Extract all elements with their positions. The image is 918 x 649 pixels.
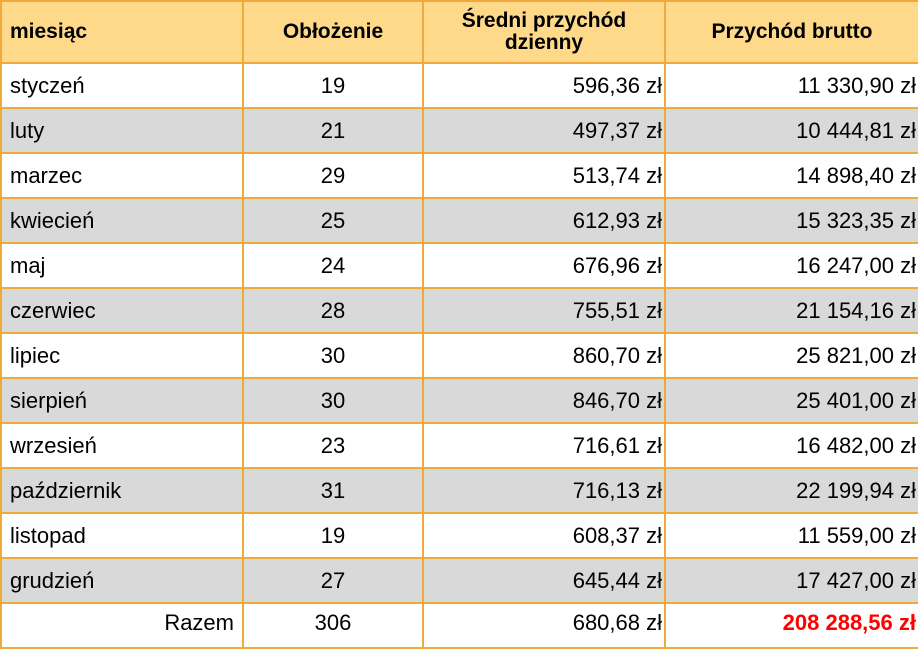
gross-revenue-cell: 14 898,40 zł [665,153,918,198]
avg-revenue-cell: 716,13 zł [423,468,665,513]
avg-revenue-cell: 645,44 zł [423,558,665,603]
header-occupancy: Obłożenie [243,1,423,63]
header-row [1,1,918,63]
gross-revenue-cell: 11 559,00 zł [665,513,918,558]
occupancy-cell: 29 [243,153,423,198]
occupancy-cell: 23 [243,423,423,468]
month-cell: kwiecień [1,198,243,243]
avg-revenue-cell: 596,36 zł [423,63,665,108]
gross-revenue-cell: 17 427,00 zł [665,558,918,603]
gross-revenue-cell: 16 247,00 zł [665,243,918,288]
total-row [1,603,918,648]
occupancy-cell: 30 [243,378,423,423]
header-month: miesiąc [1,1,243,63]
month-cell: październik [1,468,243,513]
occupancy-cell: 19 [243,513,423,558]
total-occupancy: 306 [243,603,423,648]
table-row [1,63,918,108]
avg-revenue-cell: 860,70 zł [423,333,665,378]
month-cell: grudzień [1,558,243,603]
occupancy-cell: 25 [243,198,423,243]
table-row [1,333,918,378]
month-cell: maj [1,243,243,288]
header-gross-revenue: Przychód brutto [665,1,918,63]
gross-revenue-cell: 25 821,00 zł [665,333,918,378]
occupancy-cell: 28 [243,288,423,333]
table-row [1,243,918,288]
gross-revenue-cell: 15 323,35 zł [665,198,918,243]
gross-revenue-cell: 22 199,94 zł [665,468,918,513]
occupancy-cell: 27 [243,558,423,603]
total-avg-revenue: 680,68 zł [423,603,665,648]
avg-revenue-cell: 716,61 zł [423,423,665,468]
occupancy-cell: 21 [243,108,423,153]
avg-revenue-cell: 846,70 zł [423,378,665,423]
table-body [1,63,918,648]
avg-revenue-cell: 497,37 zł [423,108,665,153]
gross-revenue-cell: 25 401,00 zł [665,378,918,423]
occupancy-cell: 24 [243,243,423,288]
month-cell: lipiec [1,333,243,378]
table-row [1,423,918,468]
table-row [1,288,918,333]
gross-revenue-cell: 10 444,81 zł [665,108,918,153]
gross-revenue-cell: 11 330,90 zł [665,63,918,108]
avg-revenue-cell: 676,96 zł [423,243,665,288]
gross-revenue-cell: 16 482,00 zł [665,423,918,468]
month-cell: listopad [1,513,243,558]
month-cell: luty [1,108,243,153]
table-row [1,558,918,603]
avg-revenue-cell: 612,93 zł [423,198,665,243]
month-cell: czerwiec [1,288,243,333]
total-label: Razem [1,603,243,648]
total-gross-revenue: 208 288,56 zł [665,603,918,648]
avg-revenue-cell: 513,74 zł [423,153,665,198]
month-cell: wrzesień [1,423,243,468]
table-row [1,513,918,558]
month-cell: marzec [1,153,243,198]
avg-revenue-cell: 755,51 zł [423,288,665,333]
header-avg-daily-revenue-label: Średni przychód dzienny [461,9,627,54]
occupancy-cell: 31 [243,468,423,513]
table-row [1,468,918,513]
month-cell: sierpień [1,378,243,423]
gross-revenue-cell: 21 154,16 zł [665,288,918,333]
month-cell: styczeń [1,63,243,108]
occupancy-cell: 19 [243,63,423,108]
table-row [1,108,918,153]
table-row [1,198,918,243]
table-row [1,153,918,198]
occupancy-cell: 30 [243,333,423,378]
avg-revenue-cell: 608,37 zł [423,513,665,558]
table-row [1,378,918,423]
header-avg-daily-revenue [423,1,665,63]
